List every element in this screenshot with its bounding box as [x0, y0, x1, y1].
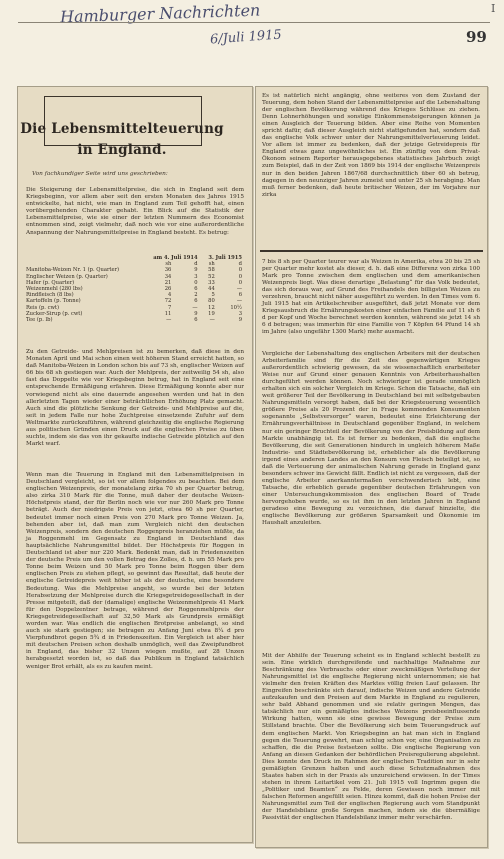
byline: Von fachkundiger Seite wird uns geschrieben:	[32, 171, 168, 177]
paragraph-government-remedy: Mit der Abhilfe der Teuerung scheint es in England schlecht bestellt zu sein. Eine wirklich durchgreifende und nachhaltige Maßnahme zur Beschränkung des Verbrauchs oder einer zweckmäßigen Verteilung der Nahrungsmittel ist die englische Regierung nicht unternommen; sie hat vielmehr den freien Kräften des Marktes völlig freien Lauf gelassen. Ihr Eingreifen beschränkte sich darauf, indische Weizen und andere Getreide aufzukaufen und den Preisen auf dem Markte in England zu regulieren, sehr bald Abhand genommen und sie relativ geringen Mengen, das tatsächlich nur ein gemäßigtes indisches Weizens preisbeeinflussende Wirkung hatten, wenn sie eine gewisse Bewegung der Preise zum Stillstand brachte. Über die Bevölkerung sich beim Teuerungsdruck auf dem englischen Markt. Von Kriegsbeginn an hat man sich in England gegen die Teuerung gewehrt, man schlug schon vor, eine Organisation zu schaffen, die die Preise festsetzen sollte. Die englische Regierung von Anfang an diesen Gedanken der behördlichen Preisregulierung abgelehnt. Dies konnte den Druck im Rahmen der englischen Tradition nur in sehr gemäßigten Grenzen halten und auch diese Schutzmaßnahmen des Staates haben sich in der Praxis als unzureichend erwiesen. In der Times stehen in ihrem Leitartikel vom 21. Juli 1915 voll Ingrimm gegen die „Politiker und Beamten“ zu Felde, deren Gewissen noch immer mit falschen Reformen angefüllt seien. Hinzu kommt, daß die hohen Preise der Nahrungsmittel zum Teil der englischen Regierung auch vom Standpunkt der Handelsbilanz große Sorgen machen, indem sie die übermäßige Passivität der englischen Handelsbilanz immer mehr verschärfen.	[262, 653, 480, 822]
corner-mark: I	[491, 2, 496, 15]
table-row: Tee (p. lb) — 6 — 9	[26, 317, 242, 324]
unit-cell: d	[238, 261, 242, 268]
paragraph-grain-prices: Zu den Getreide- und Mehlpreisen ist zu bemerken, daß diese in den Monaten April und Mai schon einen weit höheren Stand erreicht hatten, so daß Manitoba-Weizen in London schon bis auf 73 sh, englischer Weizen auf 66 bis 68 sh gestiegen war. Auch der Mehlpreis, der zeitweilig 54 sh, also fast das Doppelte wie vor Kriegsbeginn betrug, hat in England seit eine entsprechende Ermäßigung erfahren. Diese Ermäßigung konnte aber nur vorwiegend nicht als eine dauernde angesehen werden und hat in den allerletzten Tagen wieder einer beträchtlichen Erhöhung Platz gemacht. Auch sind die plötzliche Senkung der Getreide- und Mehlpreise auf die, seit in jedem Falle nur hohe Zuchtpreise einsetzende Zufuhr auf dem Weltmarkte zurückzuführen, während gleichzeitig die englische Regierung aus politischen Gründen einen Druck auf die englischen Preise zu üben suchte, indem sie das von ihr gekaufte indische Getreide plötzlich auf den Markt warf.	[26, 349, 244, 448]
price-table	[26, 255, 244, 323]
page-number: 99	[466, 28, 487, 46]
paragraph-intro: Die Steigerung der Lebensmittelpreise, die sich in England seit dem Kriegsbeginn, vor allem aber seit den ersten Monaten des Jahres 1915 entwickelte, hat nicht, wie man in England zum Teil gehofft hat, einen vorübergehenden Charakter gehabt. Ein Blick auf die Statistik der Lebensmittelpreise, wie sie einer der letzten Nummern des Economist entnommen sind, zeigt vielmehr, daß noch wie vor eine außerordentliche Anspannung der Nahrungsmittelpreise in England besteht. Es betrug:	[26, 187, 244, 236]
table-row: Weizenmehl (280 lbs) 26 6 44 —	[26, 286, 242, 293]
table-row: Manitoba-Weizen Nr. 1 (p. Quarter) 36 9 58 0	[26, 267, 242, 274]
page-top-rule	[18, 22, 490, 23]
col-header-1914: am 4. Juli 1914	[153, 255, 198, 261]
table-row: Zucker-Sirup (p. cwt) 11 9 19 3	[26, 310, 242, 317]
newspaper-clipping-left	[17, 86, 253, 843]
handwritten-source-note: Hamburger Nachrichten	[59, 0, 261, 27]
paragraph-living-standards: Es ist natürlich nicht angängig, ohne weiteres von dem Zustand der Teuerung, dem hohen Stand der Lebensmittelpreise auf die Lebenshaltung der englischen Bevölkerung während des Krieges Schlüsse zu ziehen. Denn Lohnerhöhungen und sonstige Einkommensteigerungen können ja einen Ausgleich der Teuerung bilden. Aber eine Reihe von Momenten spricht dafür, daß dieser Ausgleich nicht stattgefunden hat, sondern daß das englische Volk schwer unter der Nahrungsmittelverteuerung leidet. Vor allem ist immer zu bedenken, daß der jetzige Getreidepreis für England etwas ganz ungewöhnliches ist. Ein zünftig von dem Privat-Ökonom seinem Reporter herausgegebenes statistisches Jahrbuch zeigt zum Beispiel, daß in der Zeit von 1869 bis 1914 der englische Weizenpreis nur in den beiden Jahren 1867/68 durchschnittlich über 60 sh betrug, dagegen in den neunziger Jahren zumeist und unter 25 sh herabging. Man muß ferner bedenken, daß heute britischer Weizen, der im Vorjahre nur zirka	[262, 93, 480, 198]
paragraph-germany-comparison: Wenn man die Teuerung in England mit den Lebensmittelpreisen in Deutschland vergleicht, so ist vor allem folgendes zu beachten. Bei dem englischen Weizenpreis, der monatelang zirka 70 sh per Quarter betrug, also zirka 310 Mark für die Tonne, muß daher der deutsche Weizen-Höchstpreis stand, der für Berlin noch wie vor nur 260 Mark pro Tonne beträgt. Auch der niedrigste Preis von jetzt, etwa 60 sh per Quarter, bedeutet immer noch einen Preis von 270 Mark pro Tonne Weizen. Ja, behenden aber ist, daß man zum Vergleich nicht den deutschen Weizenpreis, sondern den deutschen Roggenpreis heranziehen müßte, da ja Roggenmehl im Gegensatz zu England in Deutschland das hauptsächliche Nahrungsmittel bildet. Der Höchstpreis für Roggen in Deutschland ist aber nur 220 Mark. Bedenkt man, daß in Friedenszeiten der deutsche Preis um den vollen Betrag des Zolles, d. h. um 55 Mark pro Tonne beim Weizen und 50 Mark pro Tonne beim Roggen über dem englischen Preis zu stehen pflegt, so gewinnt das Resultat, daß heute der englische Getreidepreis weit höher ist als der deutsche, eine besondere Bedeutung. Was die Mehlpreise angeht, so wurde bei der letzten Herabsetzung der Mehlpreise durch die Kriegsgetreidegesellschaft in der Presse mitgeteilt, daß der (damalige) englische Weizenmehlpreis 41 Mark für den Doppelzentner betrage, während der Roggenmehlpreis der Kriegsgetreidegesellschaft auf 32,50 Mark als Grundpreis ermäßigt worden war. Was endlich die englischen Brotpreise anbelangt, so sind auch sie stark gestiegen; sie betragen zu Anfang Juni etwa 8¼ d pro Vierpfundbrot gegen 5¾ d in Friedenszeiten. Ein Vergleich ist aber hier mit deutschen Preisen schon deshalb unmöglich, weil das Zweipfundbrot in England, das bisher 32 Unzen wiegen mußte, auf 28 Unzen herabgesetzt worden ist, so daß das Publikum in England tatsächlich weniger Brot erhält, als es zu kaufen meint.	[26, 472, 244, 670]
unit-cell: d	[194, 261, 198, 268]
headline-line-1: Die Lebensmittelteuerung	[20, 121, 224, 137]
table-row: Hafer (p. Quarter) 21 0 33 0	[26, 279, 242, 286]
headline-line-2: in England.	[77, 142, 167, 158]
table-row: Kartoffeln (p. Tonne) 72 6 80 —	[26, 298, 242, 305]
handwritten-date-note: 6/Juli 1915	[209, 27, 283, 48]
table-row: Rindfleisch (8 lbs) 4 2 5 6	[26, 292, 242, 299]
table-row: Reis (p. cwt) 7 — 12 10½	[26, 304, 242, 311]
unit-cell: sh	[165, 261, 172, 268]
newspaper-clipping-right	[255, 86, 488, 848]
col-header-1915: 3. Juli 1915	[208, 255, 242, 261]
unit-cell: sh	[208, 261, 215, 268]
column-divider-rule	[260, 250, 483, 252]
paragraph-wheat-difference: 7 bis 8 sh per Quarter teurer war als Weizen in Amerika, etwa 20 bis 25 sh per Quarter mehr kostet als dieser, d. h. daß eine Differenz von zirka 100 Mark pro Tonne zwischen dem englischen und dem amerikanischen Weizenpreis liegt. Was diese derartige „Belastung“ für das Volk bedeutet, das sich doraus war, auf Grund des Freihandels den billigsten Weizen zu verzehren, braucht nicht näher ausgeführt zu werden. In den Times vom 6. Juli 1915 hat ein Artikelschreiber ausgeführt, daß jetzt Monate vor dem Kriegsausbruch die Ernährungskosten einer einfachen Familie auf 11 sh 6 d per Kopf und Woche berechnet werden konnten, während sie jetzt 14 sh 6 d betragen; was immerhin für eine Familie von 7 Köpfen 64 Pfund 14 sh im Jahre (also ungefähr 1300 Mark) mehr ausmacht.	[262, 259, 480, 336]
paragraph-worker-comparison: Vergleiche der Lebenshaltung des englischen Arbeiters mit der deutschen Arbeiterfamilie sind für die Zeit des gegenwärtigen Krieges außerordentlich schwierig gewesen, da sie wissenschaftlich erarbeiteter Weise nur auf Grund einer genauen Kenntnis von Arbeiterhaushalten durchgeführt werden können. Noch schwieriger ist gerade unmöglich erhalten sich ein solcher Vergleich im Kriege. Schon die Tatsache, daß ein weit größerer Teil der Bevölkerung in Deutschland bei mit selbstgebauten Nahrungsmitteln versorgt haben, daß bei der Kriegsteuerung wesentlich größere Preise als 20 Prozent der in Frage kommenden Konsumenten sogenannte „Selbstversorger“ waren, bedeutet eine Erleichterung der Ernährungsverhältnisse in Deutschland gegenüber England, in welchem nur ein geringer Bruchteil der Bevölkerung von der Preisbildung auf dem Markte unabhängig ist. Es ist ferner zu bedenken, daß die englische Bevölkerung, die seit Generationen hindurch in ungleich höherem Maße Industrie- und Städtebevölkerung ist, erheblicher als die Bevölkerung irgend eines anderen Landes an den Konsum von Fleisch beteiligt ist, so daß die Verteuerung der animalischen Nahrung gerade in England ganz besonders schwer ins Gewicht fällt. Endlich ist nicht zu vergessen, daß der englische Arbeiter anerkanntermaßen verschwenderisch lebt, eine Tatsache, die erheblich gerade gegenüber deutschen Erfahrungen von einer Untersuchungskommission des englischen Board of Trade hervorgehoben wurde, so es ist ihm in den letzten Jahren in England geradeso eine Bewegung zu verzeichnen, die darauf hinzielte, die englische Bevölkerung zur größeren Sparsamkeit und Ökonomie im Haushalt anzuleiten.	[262, 351, 480, 527]
table-row: Englischer Weizen (p. Quarter) 34 3 52 0	[26, 273, 242, 280]
